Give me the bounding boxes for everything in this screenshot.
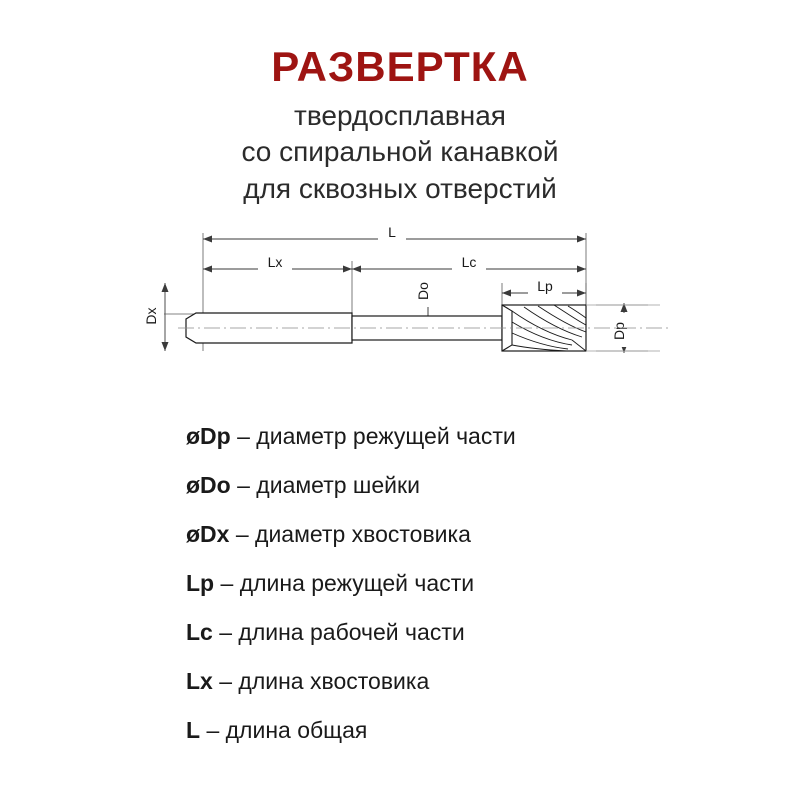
dimension-Lp — [502, 278, 586, 295]
page-subtitle — [0, 98, 800, 207]
list-item — [186, 523, 800, 546]
legend-symbol: øDp — [186, 423, 231, 450]
legend-symbol: Lc — [186, 619, 213, 646]
subtitle-line-3: для сквозных отверстий — [243, 172, 557, 204]
legend-symbol: Lp — [186, 570, 215, 597]
dim-label-Lc: Lc — [461, 254, 477, 271]
dim-label-Lp: Lp — [537, 278, 553, 295]
page-title: РАЗВЕРТКА — [271, 43, 529, 90]
dim-label-Do: Do — [415, 282, 431, 301]
dim-label-Dx: Dx — [143, 307, 159, 325]
legend-description: диаметр режущей части — [256, 423, 516, 450]
dimension-Dx — [143, 283, 196, 351]
dimension-Lx — [203, 254, 352, 271]
list-item — [186, 425, 800, 448]
list-item — [186, 474, 800, 497]
legend-dash: – — [237, 472, 250, 499]
legend-dash: – — [220, 570, 234, 597]
legend-symbol: L — [186, 717, 201, 744]
legend-symbol: Lx — [186, 668, 213, 695]
list-item — [186, 572, 800, 595]
list-item — [186, 621, 800, 644]
title-block — [0, 0, 800, 207]
dim-label-Dp: Dp — [611, 322, 627, 341]
dimension-Lc — [352, 254, 586, 271]
legend-dash: – — [206, 717, 220, 744]
legend-description: длина режущей части — [239, 570, 475, 597]
legend-symbol: øDo — [186, 472, 231, 499]
reamer-body — [178, 305, 668, 351]
legend-description: длина рабочей части — [238, 619, 465, 646]
legend-description: диаметр шейки — [256, 472, 420, 499]
legend-dash: – — [237, 423, 250, 450]
subtitle-line-2: со спиральной канавкой — [241, 136, 559, 168]
dim-label-L: L — [388, 224, 396, 241]
legend-symbol: øDx — [186, 521, 230, 548]
legend-dash: – — [219, 619, 233, 646]
list-item — [186, 670, 800, 693]
dim-label-Lx: Lx — [267, 254, 283, 271]
legend-list — [0, 425, 800, 742]
legend-description: длина хвостовика — [238, 668, 430, 695]
legend-dash: – — [219, 668, 233, 695]
technical-drawing — [0, 221, 800, 411]
legend-description: длина общая — [225, 717, 368, 744]
dimension-L — [203, 224, 586, 241]
legend-dash: – — [235, 521, 249, 548]
list-item — [186, 719, 800, 742]
subtitle-line-1: твердосплавная — [294, 100, 506, 131]
legend-description: диаметр хвостовика — [255, 521, 471, 548]
